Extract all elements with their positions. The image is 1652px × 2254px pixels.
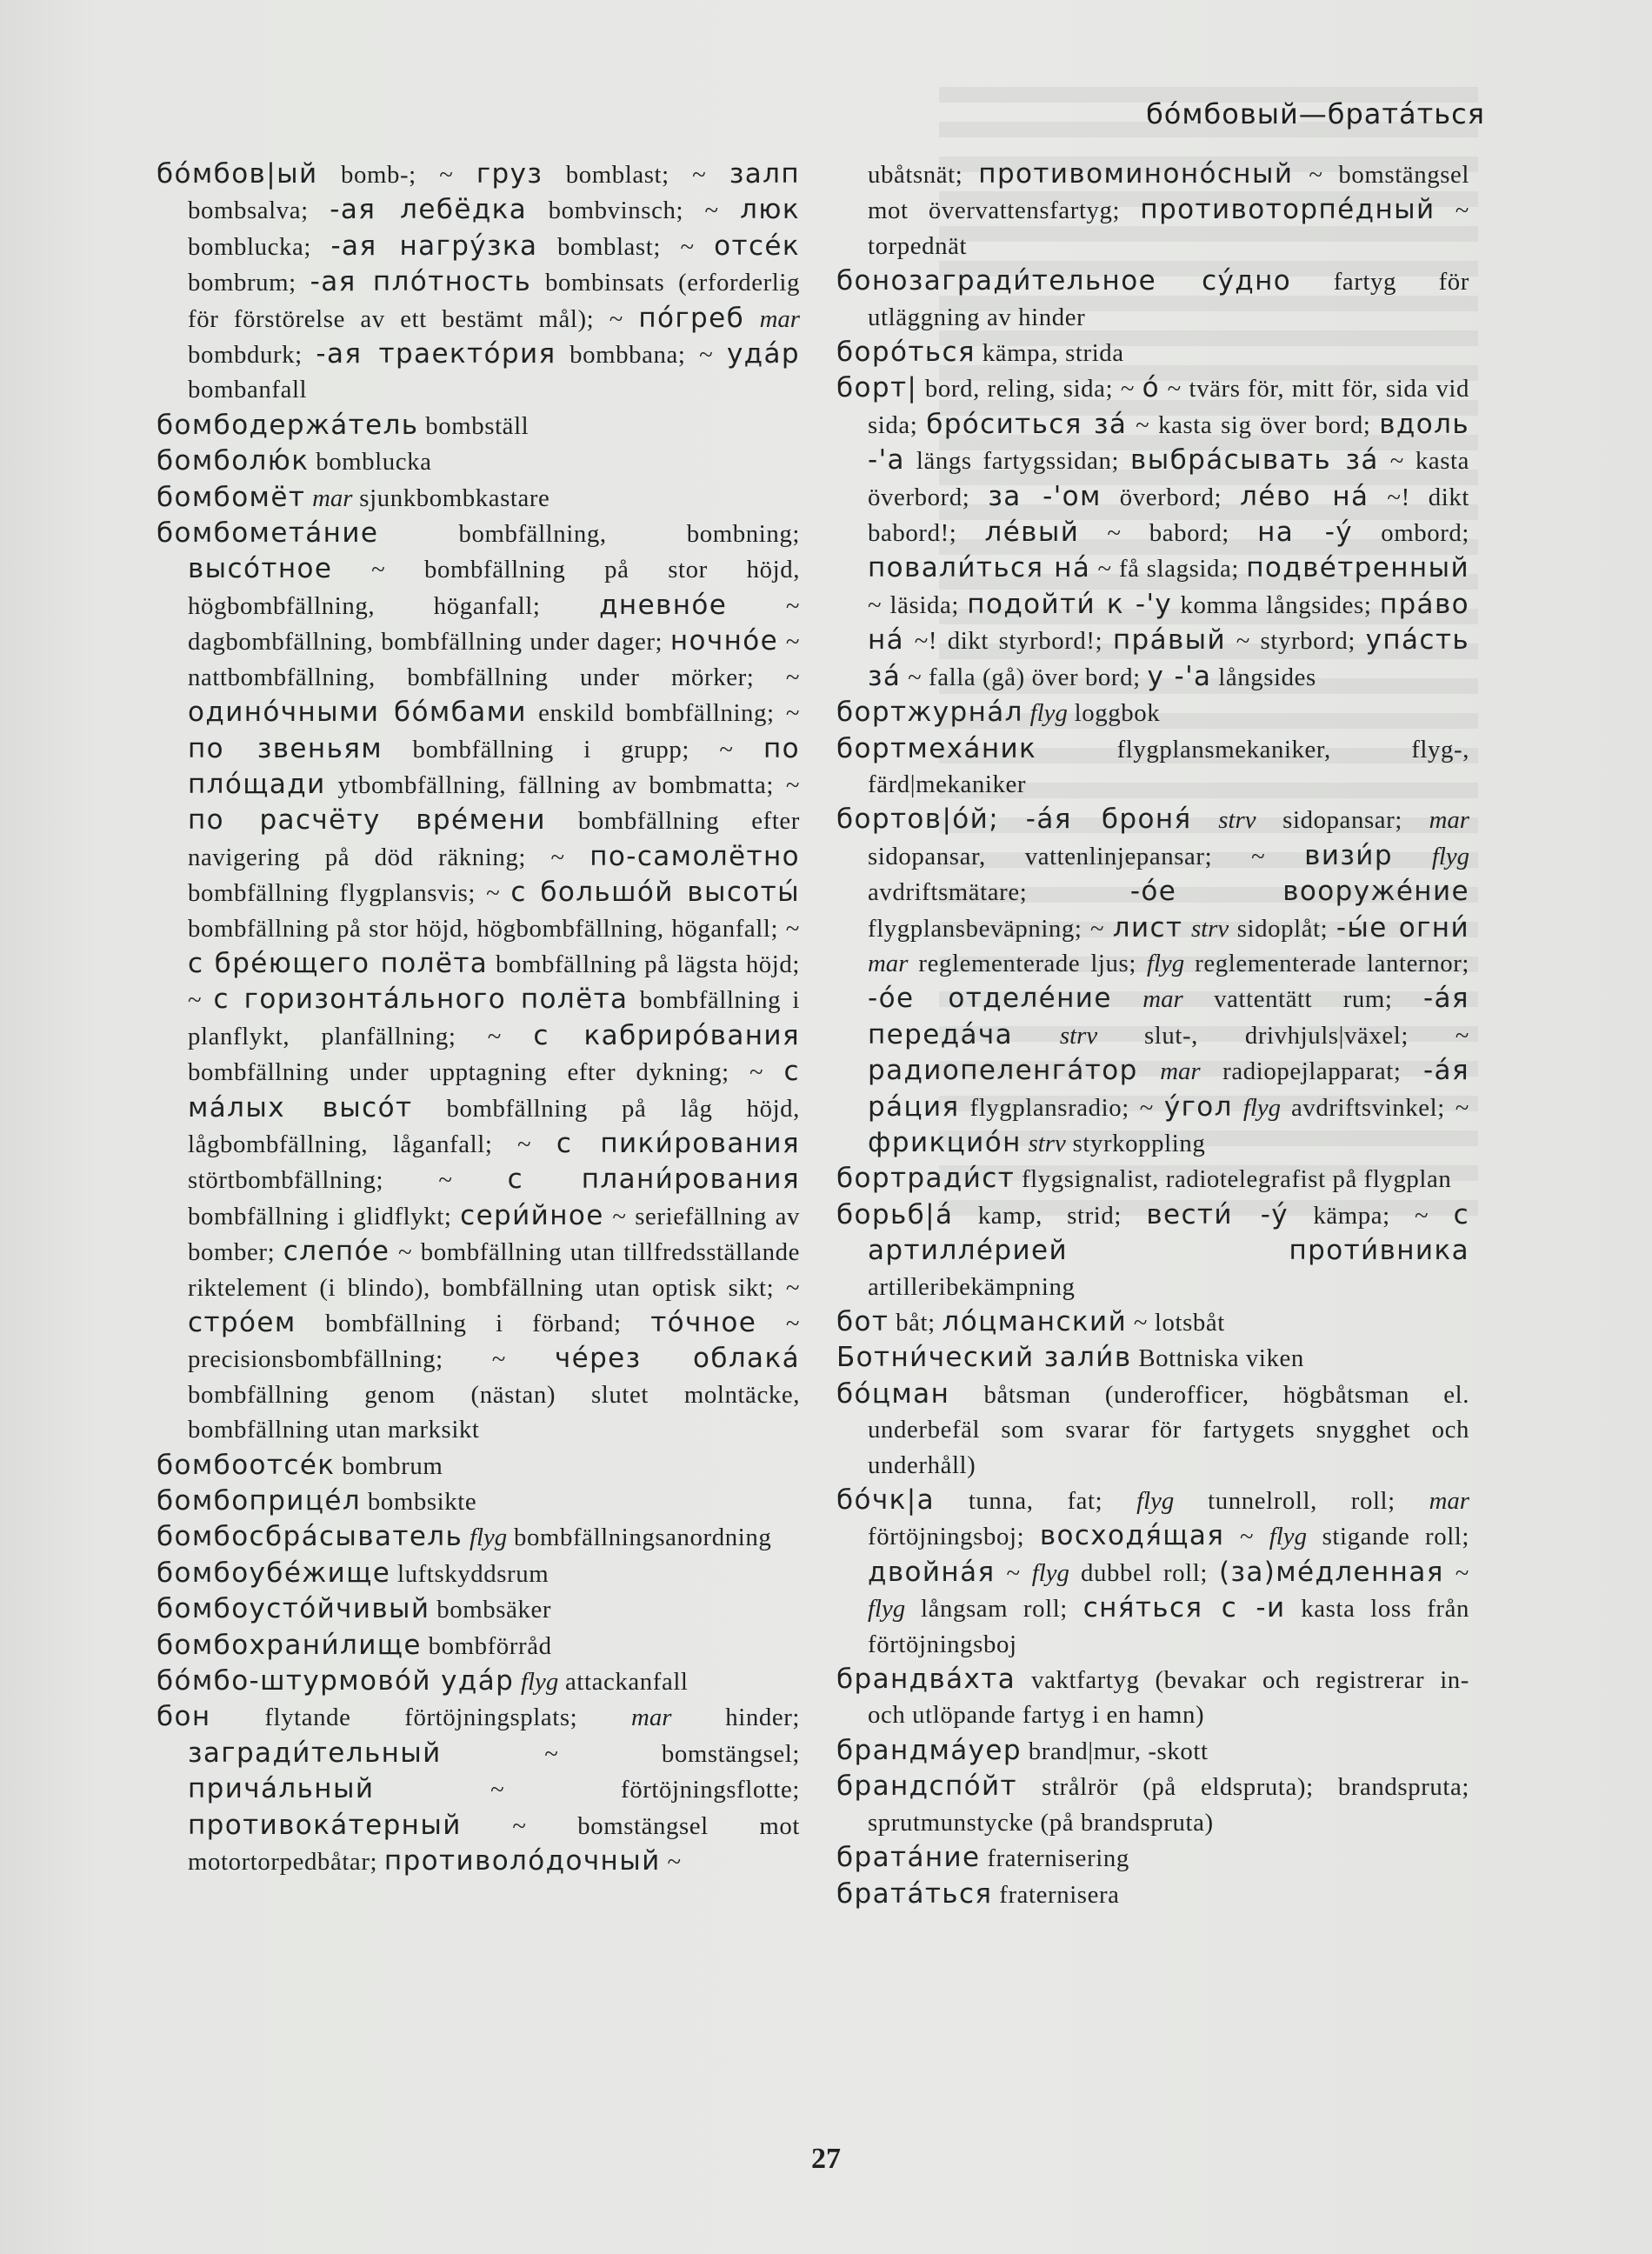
translation: attackanfall <box>558 1668 689 1697</box>
usage-label: mar <box>1429 1487 1470 1516</box>
dictionary-entry <box>836 335 1469 370</box>
russian-phrase: -а́я переда́ча <box>868 983 1469 1050</box>
russian-phrase: о́ <box>1142 372 1161 404</box>
translation: bombdurk; <box>188 341 316 370</box>
russian-phrase: с пики́рования <box>556 1127 800 1159</box>
russian-phrase: по-самолётно <box>590 840 800 872</box>
russian-phrase: уда́р <box>726 338 800 370</box>
russian-phrase: с ма́лых высо́т <box>188 1056 800 1124</box>
translation: ~! dikt babord!; <box>868 483 1470 548</box>
usage-label: mar <box>868 949 909 977</box>
translation: ~ <box>660 1848 682 1877</box>
running-head: бо́мбовый—брата́ться <box>1146 97 1485 130</box>
russian-phrase: с горизонта́льного полёта <box>213 984 629 1016</box>
translation: bomblucka; <box>188 232 331 261</box>
headword: борьб|а́ <box>836 1198 954 1230</box>
translation: stigande roll; <box>1306 1523 1470 1551</box>
russian-phrase: ночно́е <box>669 625 779 657</box>
translation <box>1013 1022 1060 1050</box>
russian-phrase: противоторпе́дный <box>1140 194 1436 226</box>
russian-phrase: подойти́ к -'у <box>967 588 1173 620</box>
russian-phrase: че́рез облака́ <box>554 1343 800 1375</box>
translation <box>514 1668 521 1696</box>
translation: flygsignalist, radiotelegrafist på flygplan <box>1015 1165 1452 1194</box>
translation <box>1138 1057 1161 1085</box>
dictionary-entry <box>836 370 1469 695</box>
usage-label: strv <box>1190 914 1229 943</box>
translation: ~ bombfällning utan tillfredsställande riktelement (i blindo), bombfällning utan optisk sikt; ~ <box>188 1238 801 1302</box>
translation: fraternisera <box>992 1880 1120 1909</box>
dictionary-entry <box>157 1591 800 1627</box>
headword: бортжурна́л <box>836 697 1023 729</box>
russian-phrase: с большо́й высоты́ <box>510 877 800 909</box>
usage-label: flyg <box>1136 1487 1175 1516</box>
russian-phrase: ле́во на́ <box>1240 480 1369 512</box>
headword: бомбоубе́жище <box>157 1557 391 1589</box>
translation: bombsäker <box>430 1596 552 1624</box>
translation: avdriftsmätare; <box>868 878 1130 907</box>
headword: боро́ться <box>836 337 976 369</box>
russian-phrase: высо́тное <box>188 553 333 585</box>
russian-phrase: упа́сть за́ <box>868 624 1469 692</box>
headword: бомбоусто́йчивый <box>157 1593 430 1625</box>
dictionary-entry <box>157 1448 800 1484</box>
russian-phrase: бро́ситься за́ <box>926 408 1128 440</box>
russian-phrase: подве́тренный <box>1246 552 1469 584</box>
dictionary-entry <box>157 408 800 443</box>
russian-phrase: -о́е отделе́ние <box>868 983 1112 1015</box>
dictionary-entry <box>836 1340 1469 1376</box>
translation: förtöjningsboj; <box>868 1523 1040 1551</box>
translation: tunna, fat; <box>934 1487 1137 1516</box>
usage-label: strv <box>1218 806 1256 835</box>
translation: flygplansbeväpning; ~ <box>868 914 1113 943</box>
dictionary-entry <box>836 1662 1469 1733</box>
russian-phrase: груз <box>476 158 543 190</box>
russian-phrase: -а́я броня́ <box>1025 804 1192 836</box>
translation: loggbok <box>1067 699 1161 728</box>
translation <box>1192 806 1219 834</box>
translation <box>305 484 312 512</box>
russian-phrase: выбра́сывать за́ <box>1130 444 1379 477</box>
russian-phrase: -ая нагру́зка <box>330 230 538 262</box>
translation <box>1182 915 1191 943</box>
translation: ~ lotsbåt <box>1127 1309 1225 1337</box>
translation: brand|mur, -skott <box>1021 1737 1209 1765</box>
headword: бомбохрани́лище <box>157 1629 422 1661</box>
russian-phrase: ло́цманский <box>942 1306 1128 1337</box>
translation <box>999 806 1026 834</box>
russian-phrase: по́греб <box>638 302 745 334</box>
translation: kamp, strid; <box>953 1201 1147 1230</box>
usage-label: mar <box>759 304 800 333</box>
russian-phrase: -а́я ра́ция <box>868 1055 1469 1123</box>
russian-phrase: вдоль -'а <box>868 408 1470 477</box>
headword: бомболю́к <box>157 445 310 477</box>
translation: ~ falla (gå) över bord; <box>901 663 1148 691</box>
translation: bombfällning efter navigering på död räkning; ~ <box>188 807 800 871</box>
translation: vattentätt rum; <box>1182 985 1423 1014</box>
dictionary-entry <box>836 1304 1469 1340</box>
usage-label: mar <box>1142 985 1183 1014</box>
russian-phrase: одино́чными бо́мбами <box>188 697 527 729</box>
translation: bombfällning genom (nästan) slutet molntäcke, bombfällning utan marksikt <box>188 1380 800 1444</box>
translation: ~! dikt styrbord!; <box>904 627 1113 656</box>
russian-phrase: -о́е вооруже́ние <box>1129 876 1469 908</box>
russian-phrase: повали́ться на́ <box>868 552 1091 584</box>
usage-label: flyg <box>521 1668 559 1697</box>
dictionary-entry <box>157 1699 800 1879</box>
russian-phrase: противоло́дочный <box>383 1845 661 1877</box>
russian-phrase: прича́льный <box>188 1773 375 1805</box>
headword: брата́ние <box>836 1842 981 1874</box>
translation: ~ bomstängsel mot motortorpedbåtar; <box>188 1811 800 1877</box>
translation: ~ torpednät <box>868 197 1469 260</box>
russian-phrase: радиопеленга́тор <box>868 1055 1138 1087</box>
translation: längs fartygssidan; <box>904 447 1131 476</box>
translation: slut-, drivhjuls|växel; ~ <box>1097 1021 1469 1050</box>
headword: брандва́хта <box>836 1664 1016 1696</box>
translation: bombfällning på lägsta höjd; ~ <box>188 950 801 1015</box>
translation: bombsikte <box>361 1488 477 1517</box>
dictionary-entry <box>836 1733 1469 1769</box>
headword: бомбодержа́тель <box>157 409 419 441</box>
dictionary-entry <box>836 731 1469 803</box>
translation <box>1023 699 1030 727</box>
usage-label: flyg <box>1146 949 1185 977</box>
translation: sjunkbombkastare <box>352 483 550 512</box>
translation <box>1112 985 1142 1013</box>
dictionary-entry <box>836 263 1469 335</box>
page-number: 27 <box>811 2143 841 2175</box>
translation: artilleribekämpning <box>868 1272 1076 1301</box>
usage-label: flyg <box>868 1595 906 1624</box>
russian-phrase: -ая траекто́рия <box>316 338 556 370</box>
russian-phrase: ле́вый <box>984 517 1080 549</box>
headword: бо́цман <box>836 1377 950 1410</box>
translation: störtbombfällning; ~ <box>188 1166 508 1195</box>
translation: ~ precisionsbombfällning; ~ <box>188 1310 800 1374</box>
headword: бон <box>157 1701 211 1733</box>
translation: överbord; <box>1101 483 1241 511</box>
translation: avdriftsvinkel; ~ <box>1281 1093 1469 1122</box>
translation: bombanfall <box>188 376 308 404</box>
translation <box>1393 843 1432 870</box>
translation <box>744 305 759 333</box>
translation: sidopansar; <box>1256 806 1429 835</box>
left-column <box>157 157 800 1880</box>
russian-phrase: загради́тельный <box>188 1737 442 1769</box>
headword: брата́ться <box>836 1877 993 1910</box>
translation: ~ kasta överbord; <box>868 447 1469 511</box>
dictionary-entry <box>836 1840 1469 1876</box>
dictionary-entry <box>157 157 800 408</box>
translation: bombbana; ~ <box>556 341 727 370</box>
translation: bord, reling, sida; ~ <box>917 375 1142 403</box>
dictionary-entry <box>836 695 1469 730</box>
translation: ~ få slagsida; <box>1090 555 1247 584</box>
translation: hinder; <box>671 1704 800 1732</box>
translation <box>463 1524 470 1551</box>
translation: långsides <box>1211 663 1316 691</box>
dictionary-entry <box>157 516 800 1448</box>
translation: långsam roll; <box>905 1595 1083 1624</box>
headword: бомбоотсе́к <box>157 1449 336 1481</box>
translation: bombinsats (erforderlig för förstörelse av ett bestämt mål); ~ <box>188 269 800 333</box>
russian-phrase: сери́йное <box>460 1199 604 1231</box>
translation: radiopejlapparat; <box>1200 1057 1423 1086</box>
translation: ~ babord; <box>1079 519 1258 548</box>
translation: ~ <box>1224 1523 1269 1551</box>
russian-phrase: люк <box>740 194 800 226</box>
translation: bombrum; <box>188 269 310 297</box>
russian-phrase: дневно́е <box>599 589 728 621</box>
translation: ~ styrbord; <box>1226 627 1366 656</box>
usage-label: flyg <box>1242 1093 1282 1122</box>
translation: kämpa; ~ <box>1289 1201 1454 1230</box>
usage-label: strv <box>1028 1129 1066 1157</box>
translation: ombord; <box>1353 519 1469 548</box>
translation: ~ <box>995 1558 1032 1587</box>
translation: bombfällning flygplansvis; ~ <box>188 879 511 908</box>
translation: ~ seriefällning av bomber; <box>188 1202 800 1267</box>
russian-phrase: пра́во на́ <box>868 588 1469 657</box>
translation: luftskyddsrum <box>390 1559 550 1588</box>
headword: бо́мбо-штурмово́й уда́р <box>157 1665 515 1697</box>
russian-phrase: -ая пло́тность <box>310 266 532 298</box>
translation: bombrum <box>335 1451 443 1480</box>
usage-label: strv <box>1059 1021 1098 1050</box>
russian-phrase: пра́вый <box>1112 624 1227 657</box>
translation: båtsman (underofficer, högbåtsman el. underbefäl som svarar för fartygets snygghet och underhåll) <box>868 1380 1469 1479</box>
russian-phrase: противоминоно́сный <box>978 158 1294 190</box>
headword: бот <box>836 1306 889 1337</box>
translation: bomblast; ~ <box>543 161 729 189</box>
translation: bombfällning på stor höjd, högbombfällning, höganfall; ~ <box>188 914 800 943</box>
headword: бортов|о́й; <box>836 804 1000 836</box>
translation: ~ förtöjningsflotte; <box>374 1776 800 1804</box>
usage-label: mar <box>1160 1057 1201 1086</box>
translation: ubåtsnät; <box>868 161 979 189</box>
headword: бомбоприце́л <box>157 1485 362 1517</box>
russian-phrase: восходя́щая <box>1039 1520 1225 1552</box>
russian-phrase: фрикцио́н <box>868 1126 1022 1158</box>
dictionary-entry <box>157 480 800 516</box>
usage-label: mar <box>1429 806 1469 835</box>
translation: sidoplåt; <box>1229 914 1336 943</box>
headword: бо́чк|а <box>836 1484 935 1517</box>
dictionary-entry <box>157 1484 800 1519</box>
translation: ytbombfällning, fällning av bombmatta; ~ <box>325 770 800 799</box>
dictionary-entry <box>157 1628 800 1664</box>
translation: kämpa, strida <box>975 339 1124 368</box>
russian-phrase: по звеньям <box>188 732 383 764</box>
russian-phrase: (за)ме́дленная <box>1218 1556 1444 1588</box>
translation: bomb-; ~ <box>317 161 476 189</box>
russian-phrase: отсе́к <box>714 230 801 262</box>
headword: бортмеха́ник <box>836 732 1037 764</box>
translation: bombvinsch; ~ <box>527 197 741 225</box>
translation: bombfällning under upptagning efter dykning; ~ <box>188 1058 784 1087</box>
translation: fraternisering <box>980 1844 1129 1873</box>
dictionary-entry <box>836 1483 1469 1662</box>
russian-phrase: стро́ем <box>188 1307 296 1338</box>
translation: ~ bombfällning på stor höjd, högbombfällning, höganfall; <box>188 556 800 620</box>
translation: bombfällning i glidflykt; <box>188 1202 461 1230</box>
headword: брандспо́йт <box>836 1771 1017 1803</box>
translation: flytande förtöjningsplats; <box>210 1704 632 1732</box>
dictionary-entry <box>836 1197 1469 1304</box>
translation: reglementerade lanternor; <box>1184 949 1469 977</box>
right-column <box>836 157 1469 1912</box>
headword: бо́мбов|ый <box>157 158 318 190</box>
dictionary-entry <box>157 1664 800 1699</box>
russian-phrase: противока́терный <box>188 1809 462 1841</box>
usage-label: mar <box>631 1704 672 1732</box>
translation: ~ nattbombfällning, bombfällning under mörker; ~ <box>188 628 800 691</box>
dictionary-entry <box>836 802 1469 1161</box>
russian-phrase: -ая лебёдка <box>330 194 528 226</box>
dictionary-entry <box>836 1877 1469 1912</box>
dictionary-entry <box>836 1769 1469 1840</box>
dictionary-entry <box>157 443 800 479</box>
dictionary-entry <box>157 1519 800 1555</box>
usage-label: flyg <box>1029 699 1068 728</box>
russian-phrase: залп <box>729 158 800 190</box>
translation: ~ kasta sig över bord; <box>1127 410 1380 439</box>
dictionary-entry <box>836 157 1469 263</box>
russian-phrase: визи́р <box>1304 839 1393 871</box>
russian-phrase: двойна́я <box>868 1556 996 1588</box>
headword: Ботни́ческий зали́в <box>836 1342 1132 1374</box>
translation: bombfällning på låg höjd, lågbombfällning, låganfall; ~ <box>188 1094 800 1158</box>
russian-phrase: за -'ом <box>988 480 1102 512</box>
headword: борт| <box>836 372 918 404</box>
headword: бомбомета́ние <box>157 517 379 550</box>
translation: flygplansmekaniker, flyg-, färd|mekaniker <box>868 735 1469 798</box>
usage-label: flyg <box>1431 842 1469 870</box>
translation <box>1022 1130 1029 1157</box>
dictionary-entry <box>836 1161 1469 1197</box>
translation: bombfällningsanordning <box>507 1524 772 1552</box>
translation: ~ dagbombfällning, bombfällning under dager; <box>188 591 800 657</box>
translation: tunnelroll, roll; <box>1174 1487 1429 1516</box>
russian-phrase: вести́ -у́ <box>1146 1198 1289 1230</box>
translation: komma långsides; <box>1172 590 1380 619</box>
translation: bomblucka <box>309 448 432 477</box>
translation: Bottniska viken <box>1131 1344 1304 1373</box>
russian-phrase: с бре́ющего полёта <box>188 947 489 979</box>
translation: bombställ <box>418 411 530 440</box>
russian-phrase: у́гол <box>1163 1090 1233 1123</box>
translation: ~ bomstängsel mot övervattensfartyg; <box>868 161 1469 225</box>
translation: ~ tvärs för, mitt för, sida vid sida; <box>868 375 1469 439</box>
translation: bomblast; ~ <box>537 232 715 261</box>
usage-label: flyg <box>1269 1523 1307 1551</box>
russian-phrase: с кабриро́вания <box>533 1019 800 1051</box>
dictionary-entry <box>836 1377 1469 1483</box>
translation: flygplansradio; ~ <box>959 1093 1164 1122</box>
translation: sidopansar, vattenlinjepansar; ~ <box>868 842 1305 870</box>
translation: dubbel roll; <box>1069 1558 1219 1587</box>
russian-phrase: с плани́рования <box>507 1164 801 1196</box>
translation: bombfällning i förband; <box>296 1310 651 1337</box>
translation: bombfällning, bombning; <box>378 520 800 549</box>
russian-phrase: с артилле́рией проти́вника <box>868 1198 1470 1267</box>
translation: bombsalva; <box>188 197 330 225</box>
translation: fartyg för utläggning av hinder <box>868 268 1469 331</box>
usage-label: flyg <box>1031 1558 1069 1587</box>
dictionary-entry <box>157 1556 800 1591</box>
usage-label: flyg <box>470 1524 508 1552</box>
translation: vaktfartyg (bevakar och registrerar in- och utlöpande fartyg i en hamn) <box>868 1666 1469 1730</box>
headword: бомбомёт <box>157 481 306 513</box>
translation: ~ <box>1443 1558 1469 1587</box>
headword: бомбосбра́сыватель <box>157 1521 463 1553</box>
russian-phrase: по расчёту вре́мени <box>188 804 546 837</box>
headword: бортради́ст <box>836 1163 1016 1195</box>
translation: båt; <box>889 1309 943 1337</box>
headword: бонозагради́тельное су́дно <box>836 265 1292 297</box>
russian-phrase: -ы́е огни́ <box>1336 911 1469 944</box>
russian-phrase: сня́ться с -и <box>1082 1592 1286 1624</box>
usage-label: mar <box>312 483 353 512</box>
translation: strålrör (på eldspruta); brandspruta; sprutmunstycke (på brandspruta) <box>868 1773 1469 1837</box>
translation: kasta loss från förtöjningsboj <box>868 1595 1469 1658</box>
russian-phrase: по пло́щади <box>188 732 800 800</box>
translation: enskild bombfällning; ~ <box>526 699 800 728</box>
headword: брандма́уер <box>836 1734 1022 1766</box>
russian-phrase: у -'а <box>1147 660 1212 692</box>
translation: bombförråd <box>421 1631 552 1660</box>
russian-phrase: то́чное <box>650 1307 757 1338</box>
translation: reglementerade ljus; <box>908 949 1147 977</box>
translation <box>1233 1094 1243 1122</box>
translation: bombfällning i planflykt, planfällning; ~ <box>188 986 800 1050</box>
russian-phrase: на -у́ <box>1257 517 1354 549</box>
translation: ~ läsida; <box>868 590 968 619</box>
russian-phrase: слепо́е <box>283 1236 390 1268</box>
russian-phrase: лист <box>1112 911 1183 944</box>
translation: bombfällning i grupp; ~ <box>383 735 763 764</box>
translation: styrkoppling <box>1065 1129 1206 1157</box>
translation: ~ bomstängsel; <box>441 1739 800 1768</box>
